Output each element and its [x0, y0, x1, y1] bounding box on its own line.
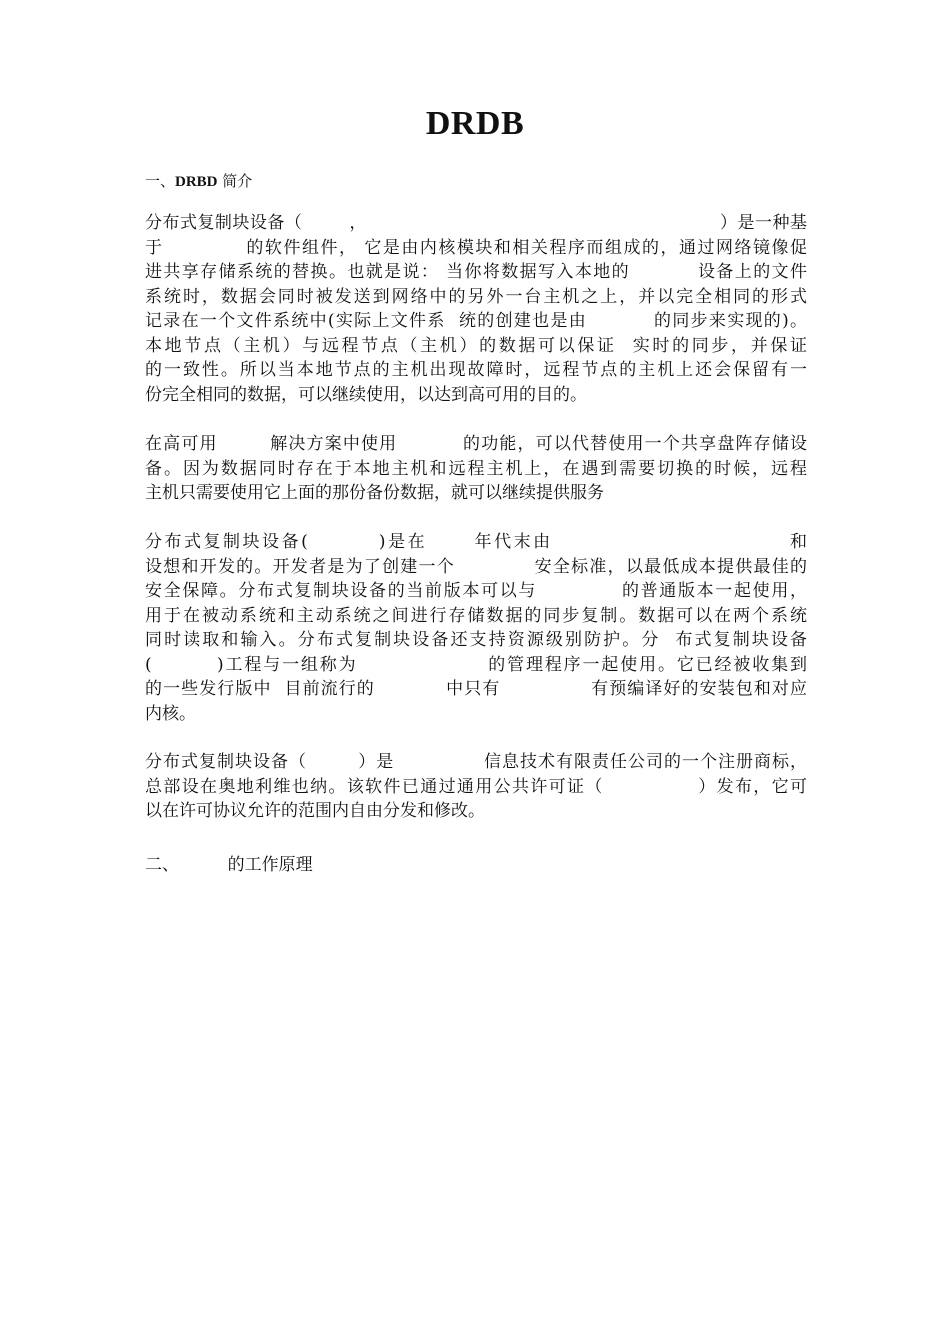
- paragraph-line: 以在许可协议允许的范围内自由分发和修改。: [145, 801, 485, 821]
- paragraph-line: 在高可用 解决方案中使用 的功能，可以代替使用一个共享盘阵存储设: [145, 434, 807, 454]
- paragraph-trademark: [145, 750, 807, 824]
- section-heading-keyword: DRBD: [175, 174, 218, 190]
- paragraph-line: 备。因为数据同时存在于本地主机和远程主机上，在遇到需要切换的时候，远程: [145, 458, 807, 479]
- paragraph-line: 总部设在奥地利维也纳。该软件已通过通用公共许可证（ ）发布，它可: [145, 776, 807, 797]
- paragraph-line: 的一致性。所以当本地节点的主机出现故障时，远程节点的主机上还会保留有一: [145, 360, 807, 380]
- section-number: 一、: [145, 172, 176, 190]
- paragraph-ha-usage: [145, 432, 807, 506]
- paragraph-intro: [145, 211, 807, 407]
- paragraph-line: 分布式复制块设备( )是在 年代末由 和: [145, 532, 807, 552]
- section-heading-principle: 二、 的工作原理: [145, 855, 313, 875]
- paragraph-line: 安全保障。分布式复制块设备的当前版本可以与 的普通版本一起使用，: [145, 581, 807, 601]
- paragraph-line: 用于在被动系统和主动系统之间进行存储数据的同步复制。数据可以在两个系统: [145, 605, 807, 626]
- paragraph-line: 的一些发行版中 目前流行的 中只有 有预编译好的安装包和对应: [145, 679, 807, 699]
- paragraph-line: 系统时，数据会同时被发送到网络中的另外一台主机之上，并以完全相同的形式: [145, 286, 807, 307]
- paragraph-history: [145, 530, 807, 726]
- paragraph-line: 本地节点（主机）与远程节点（主机）的数据可以保证 实时的同步，并保证: [145, 335, 807, 356]
- paragraph-line: 分布式复制块设备（ ， ）是一种基: [145, 213, 807, 233]
- section-heading-intro: [145, 170, 252, 191]
- paragraph-line: 设想和开发的。开发者是为了创建一个 安全标准，以最低成本提供最佳的: [145, 556, 807, 577]
- document-title: DRDB: [425, 105, 525, 142]
- paragraph-line: 于 的软件组件， 它是由内核模块和相关程序而组成的，通过网络镜像促: [145, 237, 807, 258]
- section-heading-text: 简介: [217, 172, 253, 190]
- paragraph-line: 分布式复制块设备（ ）是 信息技术有限责任公司的一个注册商标，: [145, 752, 807, 772]
- paragraph-line: 份完全相同的数据，可以继续使用，以达到高可用的目的。: [145, 384, 587, 405]
- paragraph-line: 主机只需要使用它上面的那份备份数据，就可以继续提供服务: [145, 483, 604, 503]
- paragraph-line: ( )工程与一组称为 的管理程序一起使用。它已经被收集到: [145, 654, 807, 675]
- paragraph-line: 记录在一个文件系统中(实际上文件系 统的创建也是由 的同步来实现的)。: [145, 311, 807, 331]
- paragraph-line: 同时读取和输入。分布式复制块设备还支持资源级别防护。分 布式复制块设备: [145, 630, 807, 650]
- paragraph-line: 进共享存储系统的替换。也就是说： 当你将数据写入本地的 设备上的文件: [145, 262, 807, 282]
- paragraph-line: 内核。: [145, 703, 196, 724]
